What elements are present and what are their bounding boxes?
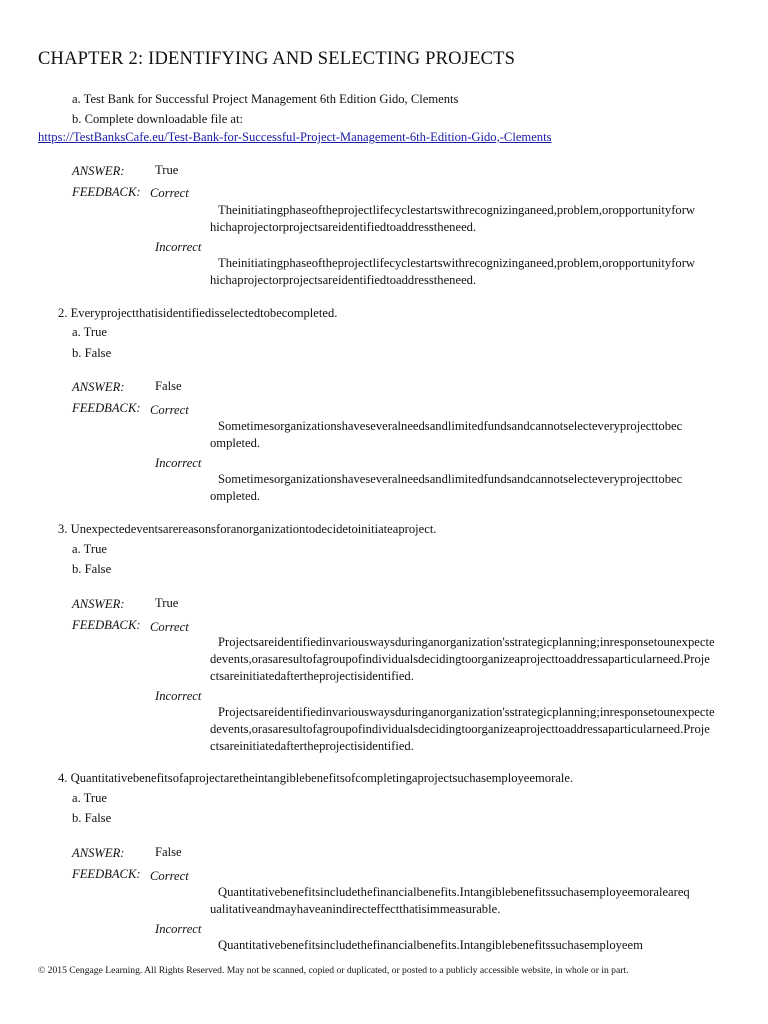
q3-correct-label: Correct	[150, 620, 189, 634]
copyright-footer: © 2015 Cengage Learning. All Rights Reserved. May not be scanned, copied or duplicated, or posted to a publicly accessible website, in whole or in part.	[38, 965, 629, 976]
q4-option-false: b. False	[72, 811, 112, 825]
q3-feedback-correct: Projectsareidentifiedinvariouswaysduringanorganization'sstrategicplanning;inresponsetounexpectedevents,orasaresultofagroupofindividualsdecidingtoorganizeaprojecttoaddressaparticularneed.Projectsareinitiatedaftertheprojectisidentified.	[210, 635, 715, 683]
q1-feedback-label: FEEDBACK:	[72, 185, 141, 199]
q3-answer-value: True	[155, 596, 179, 610]
q4-question: 4. Quantitativebenefitsofaprojectaretheintangiblebenefitsofcompletingaprojectsuchasemployeemorale.	[58, 771, 574, 785]
q4-option-true: a. True	[72, 791, 107, 805]
q2-question: 2. Everyprojectthatisidentifiedisselectedtobecompleted.	[58, 306, 338, 320]
q4-answer-label: ANSWER:	[72, 846, 125, 860]
q2-answer-value: False	[155, 379, 182, 393]
q4-correct-label: Correct	[150, 869, 189, 883]
q2-feedback-label: FEEDBACK:	[72, 401, 141, 415]
q3-answer-label: ANSWER:	[72, 597, 125, 611]
q4-feedback-incorrect: Quantitativebenefitsincludethefinancialbenefits.Intangiblebenefitssuchasemployeem	[218, 938, 643, 952]
q2-incorrect-label: Incorrect	[155, 456, 202, 470]
q1-correct-label: Correct	[150, 186, 189, 200]
q4-answer-value: False	[155, 845, 182, 859]
q1-feedback-incorrect: Theinitiatingphaseoftheprojectlifecyclestartswithrecognizinganeed,problem,oropportunityforwhichaprojectorprojectsareidentifiedtoaddresstheneed.	[210, 256, 696, 287]
intro-line-b: b. Complete downloadable file at:	[72, 112, 244, 126]
q4-feedback-label: FEEDBACK:	[72, 867, 141, 881]
q3-option-false: b. False	[72, 562, 112, 576]
q3-feedback-label: FEEDBACK:	[72, 618, 141, 632]
q2-feedback-incorrect: Sometimesorganizationshaveseveralneedsandlimitedfundsandcannotselecteveryprojecttobecompleted.	[210, 472, 683, 503]
q3-feedback-incorrect: Projectsareidentifiedinvariouswaysduringanorganization'sstrategicplanning;inresponsetounexpectedevents,orasaresultofagroupofindividualsdecidingtoorganizeaprojecttoaddressaparticularneed.Projectsareinitiatedaftertheprojectisidentified.	[210, 705, 715, 753]
q4-incorrect-label: Incorrect	[155, 922, 202, 936]
q1-answer-value: True	[155, 163, 179, 177]
q2-correct-label: Correct	[150, 403, 189, 417]
page-title: CHAPTER 2: IDENTIFYING AND SELECTING PROJECTS	[38, 49, 516, 69]
intro-line-a: a. Test Bank for Successful Project Management 6th Edition Gido, Clements	[72, 92, 459, 106]
q1-incorrect-label: Incorrect	[155, 240, 202, 254]
q4-feedback-correct: Quantitativebenefitsincludethefinancialbenefits.Intangiblebenefitssuchasemployeemoralearequalitativeandmayhaveanindirecteffectthatisimmeasurable.	[210, 885, 690, 916]
q3-option-true: a. True	[72, 542, 107, 556]
q1-feedback-correct: Theinitiatingphaseoftheprojectlifecyclestartswithrecognizinganeed,problem,oropportunityforwhichaprojectorprojectsareidentifiedtoaddresstheneed.	[210, 203, 696, 234]
q3-incorrect-label: Incorrect	[155, 689, 202, 703]
q3-question: 3. Unexpectedeventsarereasonsforanorganizationtodecidetoinitiateaproject.	[58, 522, 437, 536]
q2-answer-label: ANSWER:	[72, 380, 125, 394]
q2-option-false: b. False	[72, 346, 112, 360]
q2-feedback-correct: Sometimesorganizationshaveseveralneedsandlimitedfundsandcannotselecteveryprojecttobecompleted.	[210, 419, 683, 450]
q1-answer-label: ANSWER:	[72, 164, 125, 178]
q2-option-true: a. True	[72, 325, 107, 339]
download-link[interactable]: https://TestBanksCafe.eu/Test-Bank-for-Successful-Project-Management-6th-Edition-Gido,-Clements	[38, 130, 552, 144]
